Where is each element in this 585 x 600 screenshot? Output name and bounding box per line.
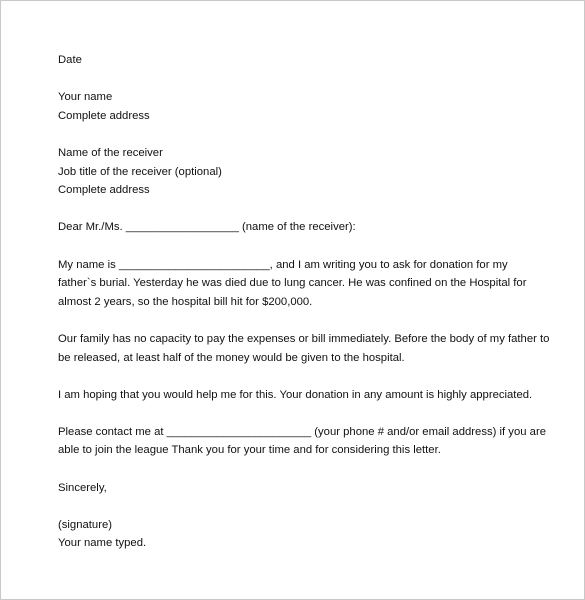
spacer [58, 200, 528, 219]
paragraph-hope [58, 386, 533, 405]
typed-name: Your name typed. [58, 537, 147, 550]
paragraph-line: I am hoping that you would help me for this. Your donation in any amount is highly appreciated. [58, 388, 533, 401]
spacer [58, 125, 528, 144]
sender-block [58, 88, 528, 125]
date-line: Date [58, 54, 82, 66]
receiver-job-title: Job title of the receiver (optional) [58, 165, 222, 178]
paragraph-line: My name is ________________________, and I am writing you to ask for donation for my [58, 258, 508, 271]
paragraph-line: be released, at least half of the money would be given to the hospital. [58, 351, 405, 364]
spacer [58, 497, 528, 516]
spacer [58, 367, 528, 386]
paragraph-line: Our family has no capacity to pay the expenses or bill immediately. Before the body of my father to [58, 332, 550, 345]
receiver-block [58, 144, 528, 200]
signature-placeholder: (signature) [58, 518, 112, 531]
closing: Sincerely, [58, 481, 107, 494]
paragraph-request [58, 256, 528, 312]
spacer [58, 70, 528, 89]
paragraph-line: Please contact me at _______________________ (your phone # and/or email address) if you are [58, 425, 546, 438]
receiver-address: Complete address [58, 184, 150, 197]
letter-body [58, 51, 550, 553]
spacer [58, 460, 528, 479]
spacer [58, 237, 528, 256]
sender-name: Your name [58, 91, 113, 104]
paragraph-line: almost 2 years, so the hospital bill hit for $200,000. [58, 295, 313, 308]
sender-address: Complete address [58, 109, 150, 122]
paragraph-family-situation [58, 330, 550, 367]
spacer [58, 311, 528, 330]
spacer [58, 404, 528, 423]
paragraph-line: father`s burial. Yesterday he was died due to lung cancer. He was confined on the Hospital for [58, 277, 527, 290]
paragraph-contact [58, 423, 546, 460]
receiver-name: Name of the receiver [58, 146, 163, 159]
salutation: Dear Mr./Ms. __________________ (name of the receiver): [58, 221, 356, 234]
paragraph-line: able to join the league Thank you for your time and for considering this letter. [58, 444, 441, 457]
